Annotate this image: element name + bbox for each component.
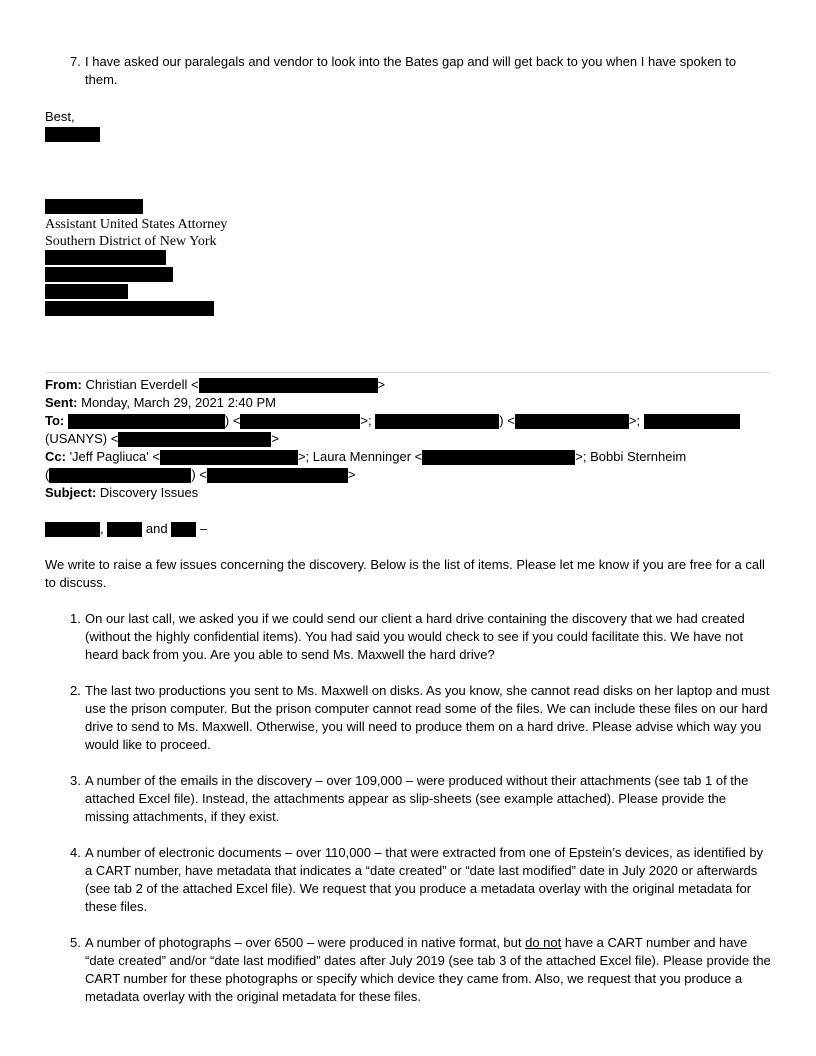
greeting-dash: – xyxy=(199,521,208,536)
redaction-block xyxy=(644,414,740,429)
underlined-text: do not xyxy=(525,935,562,950)
list-item-text: I have asked our paralegals and vendor to look into the Bates gap and will get back to you when I have spoken to them. xyxy=(85,54,737,87)
cc-line-2 xyxy=(45,466,355,484)
redaction-block xyxy=(240,414,360,429)
to-line xyxy=(45,412,740,430)
list-item-text: The last two productions you sent to Ms. Maxwell on disks. As you know, she cannot read disks on her laptop and must use the prison computer. But the prison computer cannot read some of the files. We can include these files on our hard drive to send to Ms. Maxwell. Otherwise, you will need to produce them on a hard drive. Please advise which way you would like to proceed. xyxy=(85,683,770,752)
list-item xyxy=(45,772,771,826)
from-label: From: xyxy=(45,377,82,392)
redaction-block xyxy=(422,450,575,465)
signature-office: Southern District of New York xyxy=(45,234,217,249)
list-number: 7. xyxy=(70,54,81,69)
redaction-block xyxy=(515,414,629,429)
signature-title: Assistant United States Attorney xyxy=(45,217,228,232)
sent-value: Monday, March 29, 2021 2:40 PM xyxy=(81,395,276,410)
subject-label: Subject: xyxy=(45,485,97,500)
list-item xyxy=(45,610,771,664)
to-fragment: >; xyxy=(360,413,372,428)
issues-list xyxy=(45,610,771,1024)
list-item xyxy=(45,844,771,916)
sent-label: Sent: xyxy=(45,395,78,410)
list-item-text: On our last call, we asked you if we could send our client a hard drive containing the discovery that we had created (without the highly confidential items). You had said you would check to see if you could facilitate this. We have not heard back from you. Are you able to send Ms. Maxwell the hard drive? xyxy=(85,611,745,662)
cc-fragment: ) < xyxy=(191,467,207,482)
sent-line xyxy=(45,394,276,412)
list-item-text: A number of the emails in the discovery – over 109,000 – were produced without their attachments (see tab 1 of the attached Excel file). Instead, the attachments appear as slip-sheets (see example attached). Please provide the missing attachments, if they exist. xyxy=(85,773,749,824)
subject-line xyxy=(45,484,198,502)
to-fragment: ) < xyxy=(499,413,515,428)
list-item xyxy=(45,682,771,754)
list-item-text: A number of photographs – over 6500 – were produced in native format, but do not have a CART number and have “date created” and/or “date last modified” dates after July 2019 (see tab 3 of the attached Excel file). Please provide the CART number for these photographs or specify which device they came from. Also, we request that you produce a metadata overlay with the original metadata for these files. xyxy=(85,935,771,1004)
list-item-text: A number of electronic documents – over 110,000 – that were extracted from one of Epstein’s devices, as identified by a CART number, have metadata that indicates a “date created” or “date last modified” date in July 2020 or afterwards (see tab 2 of the attached Excel file). We request that you produce a metadata overlay with the original metadata for these files. xyxy=(85,845,764,914)
cc-fragment: >; Bobbi Sternheim xyxy=(575,449,687,464)
redaction-block xyxy=(49,468,191,483)
list-number: 4. xyxy=(70,845,81,860)
to-fragment: ) < xyxy=(224,413,241,428)
list-number: 2. xyxy=(70,683,81,698)
from-end: > xyxy=(377,377,386,392)
cc-line xyxy=(45,448,686,466)
divider xyxy=(45,372,771,373)
redaction-block xyxy=(45,522,100,537)
greeting-comma: , xyxy=(100,521,104,536)
from-line xyxy=(45,376,385,394)
redaction-block xyxy=(68,414,225,429)
list-item xyxy=(45,934,771,1006)
list-number: 5. xyxy=(70,935,81,950)
redaction-block xyxy=(45,199,143,214)
cc-fragment: ( xyxy=(45,467,50,482)
signoff: Best, xyxy=(45,109,75,124)
subject-value: Discovery Issues xyxy=(99,485,199,500)
list-number: 1. xyxy=(70,611,81,626)
to-line-2 xyxy=(45,430,279,448)
to-label: To: xyxy=(45,413,65,428)
to-fragment: (USANYS) < xyxy=(45,431,119,446)
redaction-block xyxy=(45,127,100,142)
redaction-block xyxy=(45,284,128,299)
to-fragment: > xyxy=(271,431,279,446)
redaction-block xyxy=(199,378,378,393)
redaction-block xyxy=(45,301,214,316)
top-list-item xyxy=(45,53,771,89)
redaction-block xyxy=(45,267,173,282)
redaction-block xyxy=(160,450,298,465)
list-number: 3. xyxy=(70,773,81,788)
redaction-block xyxy=(207,468,348,483)
redaction-block xyxy=(45,250,166,265)
redaction-block xyxy=(375,414,499,429)
greeting xyxy=(45,520,207,538)
redaction-block xyxy=(118,432,271,447)
cc-fragment: 'Jeff Pagliuca' < xyxy=(69,449,160,464)
redaction-block xyxy=(107,522,142,537)
intro-paragraph: We write to raise a few issues concerning the discovery. Below is the list of items. Please let me know if you are free for a call to discuss. xyxy=(45,557,765,590)
greeting-and: and xyxy=(145,521,168,536)
to-fragment: >; xyxy=(628,413,641,428)
cc-label: Cc: xyxy=(45,449,66,464)
cc-fragment: >; Laura Menninger < xyxy=(297,449,423,464)
from-value: Christian Everdell < xyxy=(85,377,199,392)
redaction-block xyxy=(171,522,196,537)
cc-fragment: > xyxy=(347,467,356,482)
